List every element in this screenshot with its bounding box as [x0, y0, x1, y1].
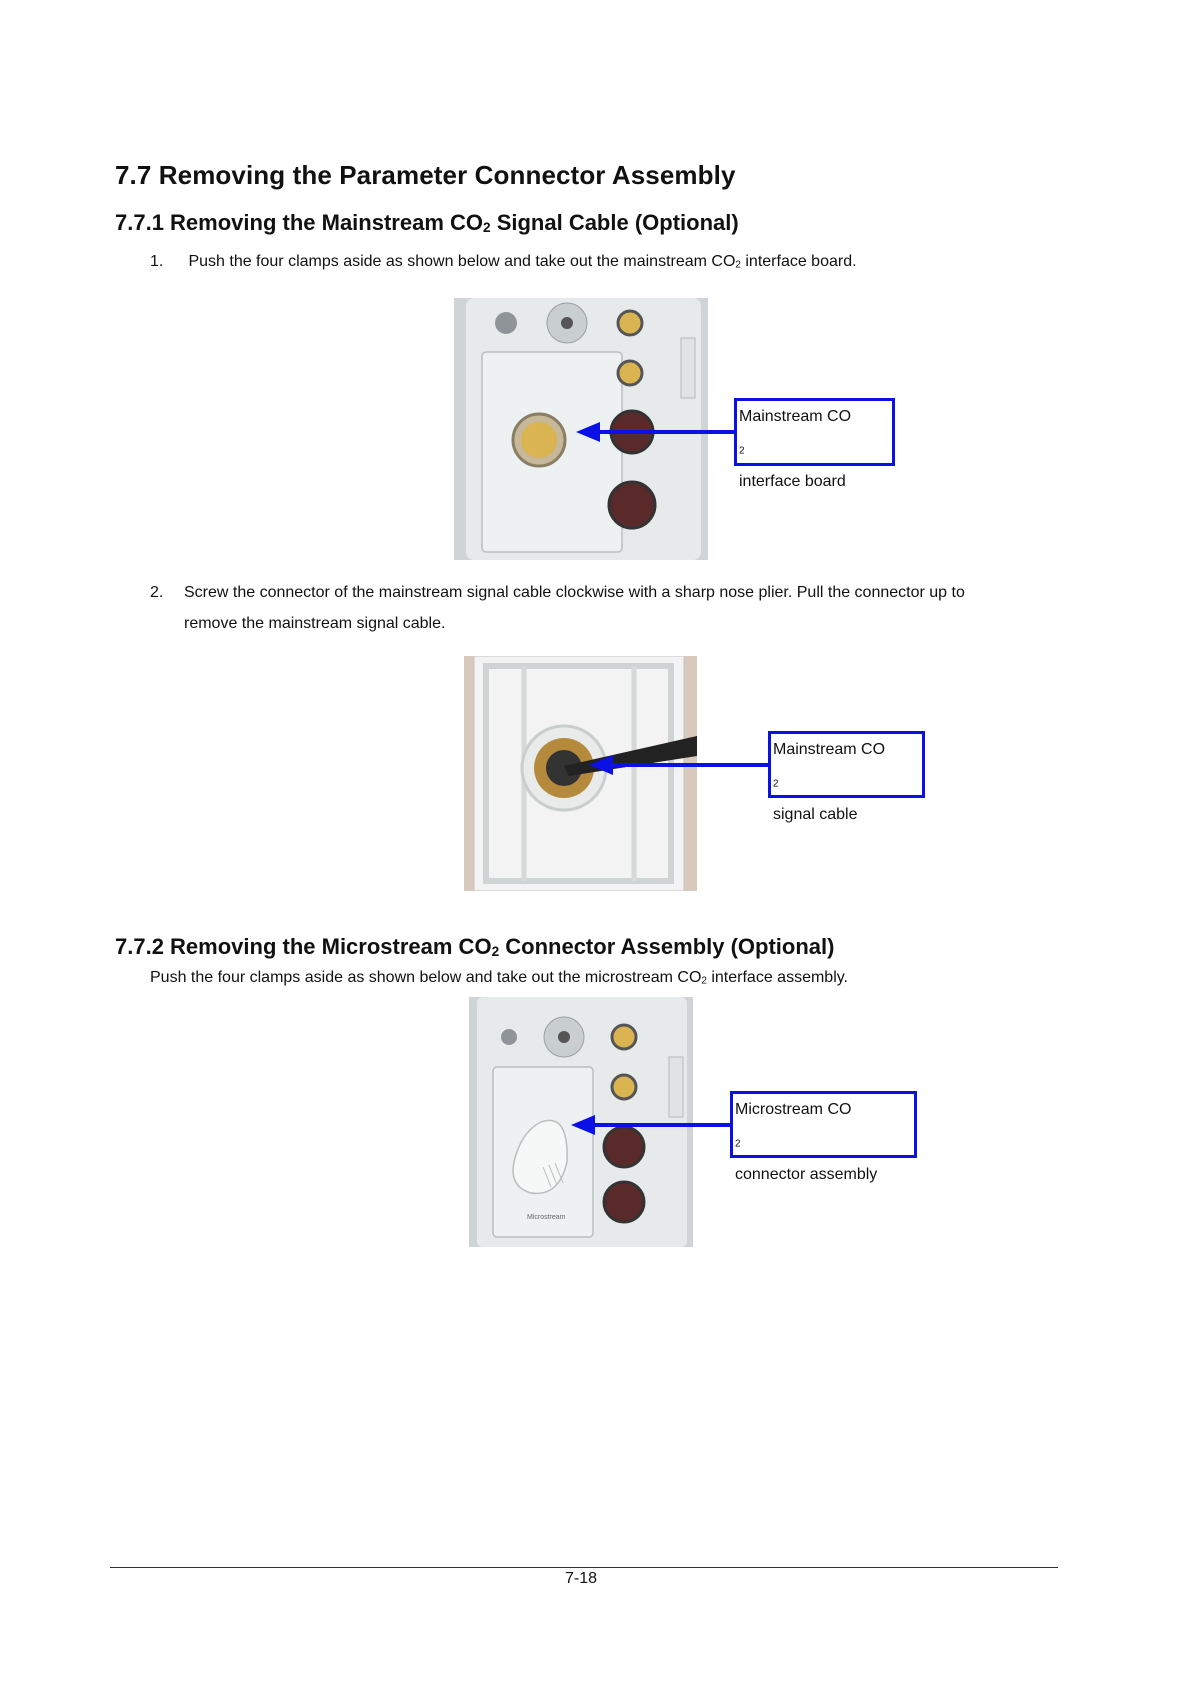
microstream-instruction: Push the four clamps aside as shown below and take out the microstream $CO_2$ interface assembly. [150, 969, 848, 987]
section-title: 7.7 Removing the Parameter Connector Assembly [115, 160, 736, 190]
subsection-title-7-7-1: 7.7.1 Removing the Mainstream $CO_2$ Signal Cable (Optional) [115, 210, 739, 236]
callout-microstream-connector-assembly: Microstream CO $_2$ connector assembly [730, 1091, 917, 1158]
step-number: 2. [150, 584, 164, 601]
photo-label: Microstream [527, 1214, 566, 1221]
page-number: 7-18 [564, 1570, 598, 1587]
subsection-title-7-7-2: 7.7.2 Removing the Microstream $CO_2$ Connector Assembly (Optional) [115, 934, 835, 960]
callout-mainstream-signal-cable: Mainstream CO $_2$ signal cable [768, 731, 925, 798]
step-text: Push the four clamps aside as shown below and take out the mainstream $CO_2$ interface board. [188, 253, 857, 271]
arrow-to-signal-cable [589, 753, 769, 777]
step-2 [150, 577, 1050, 639]
callout-mainstream-interface-board: Mainstream CO $_2$ interface board [734, 398, 895, 466]
step-1 [150, 246, 1050, 280]
arrow-to-connector-assembly [571, 1113, 733, 1137]
footer-rule [110, 1567, 1058, 1568]
step-text: Screw the connector of the mainstream signal cable clockwise with a sharp nose plier. Pull the connector up to remove the mainstream signal cable. [184, 584, 965, 632]
arrow-to-interface-board [576, 420, 736, 444]
step-number: 1. [150, 253, 164, 270]
